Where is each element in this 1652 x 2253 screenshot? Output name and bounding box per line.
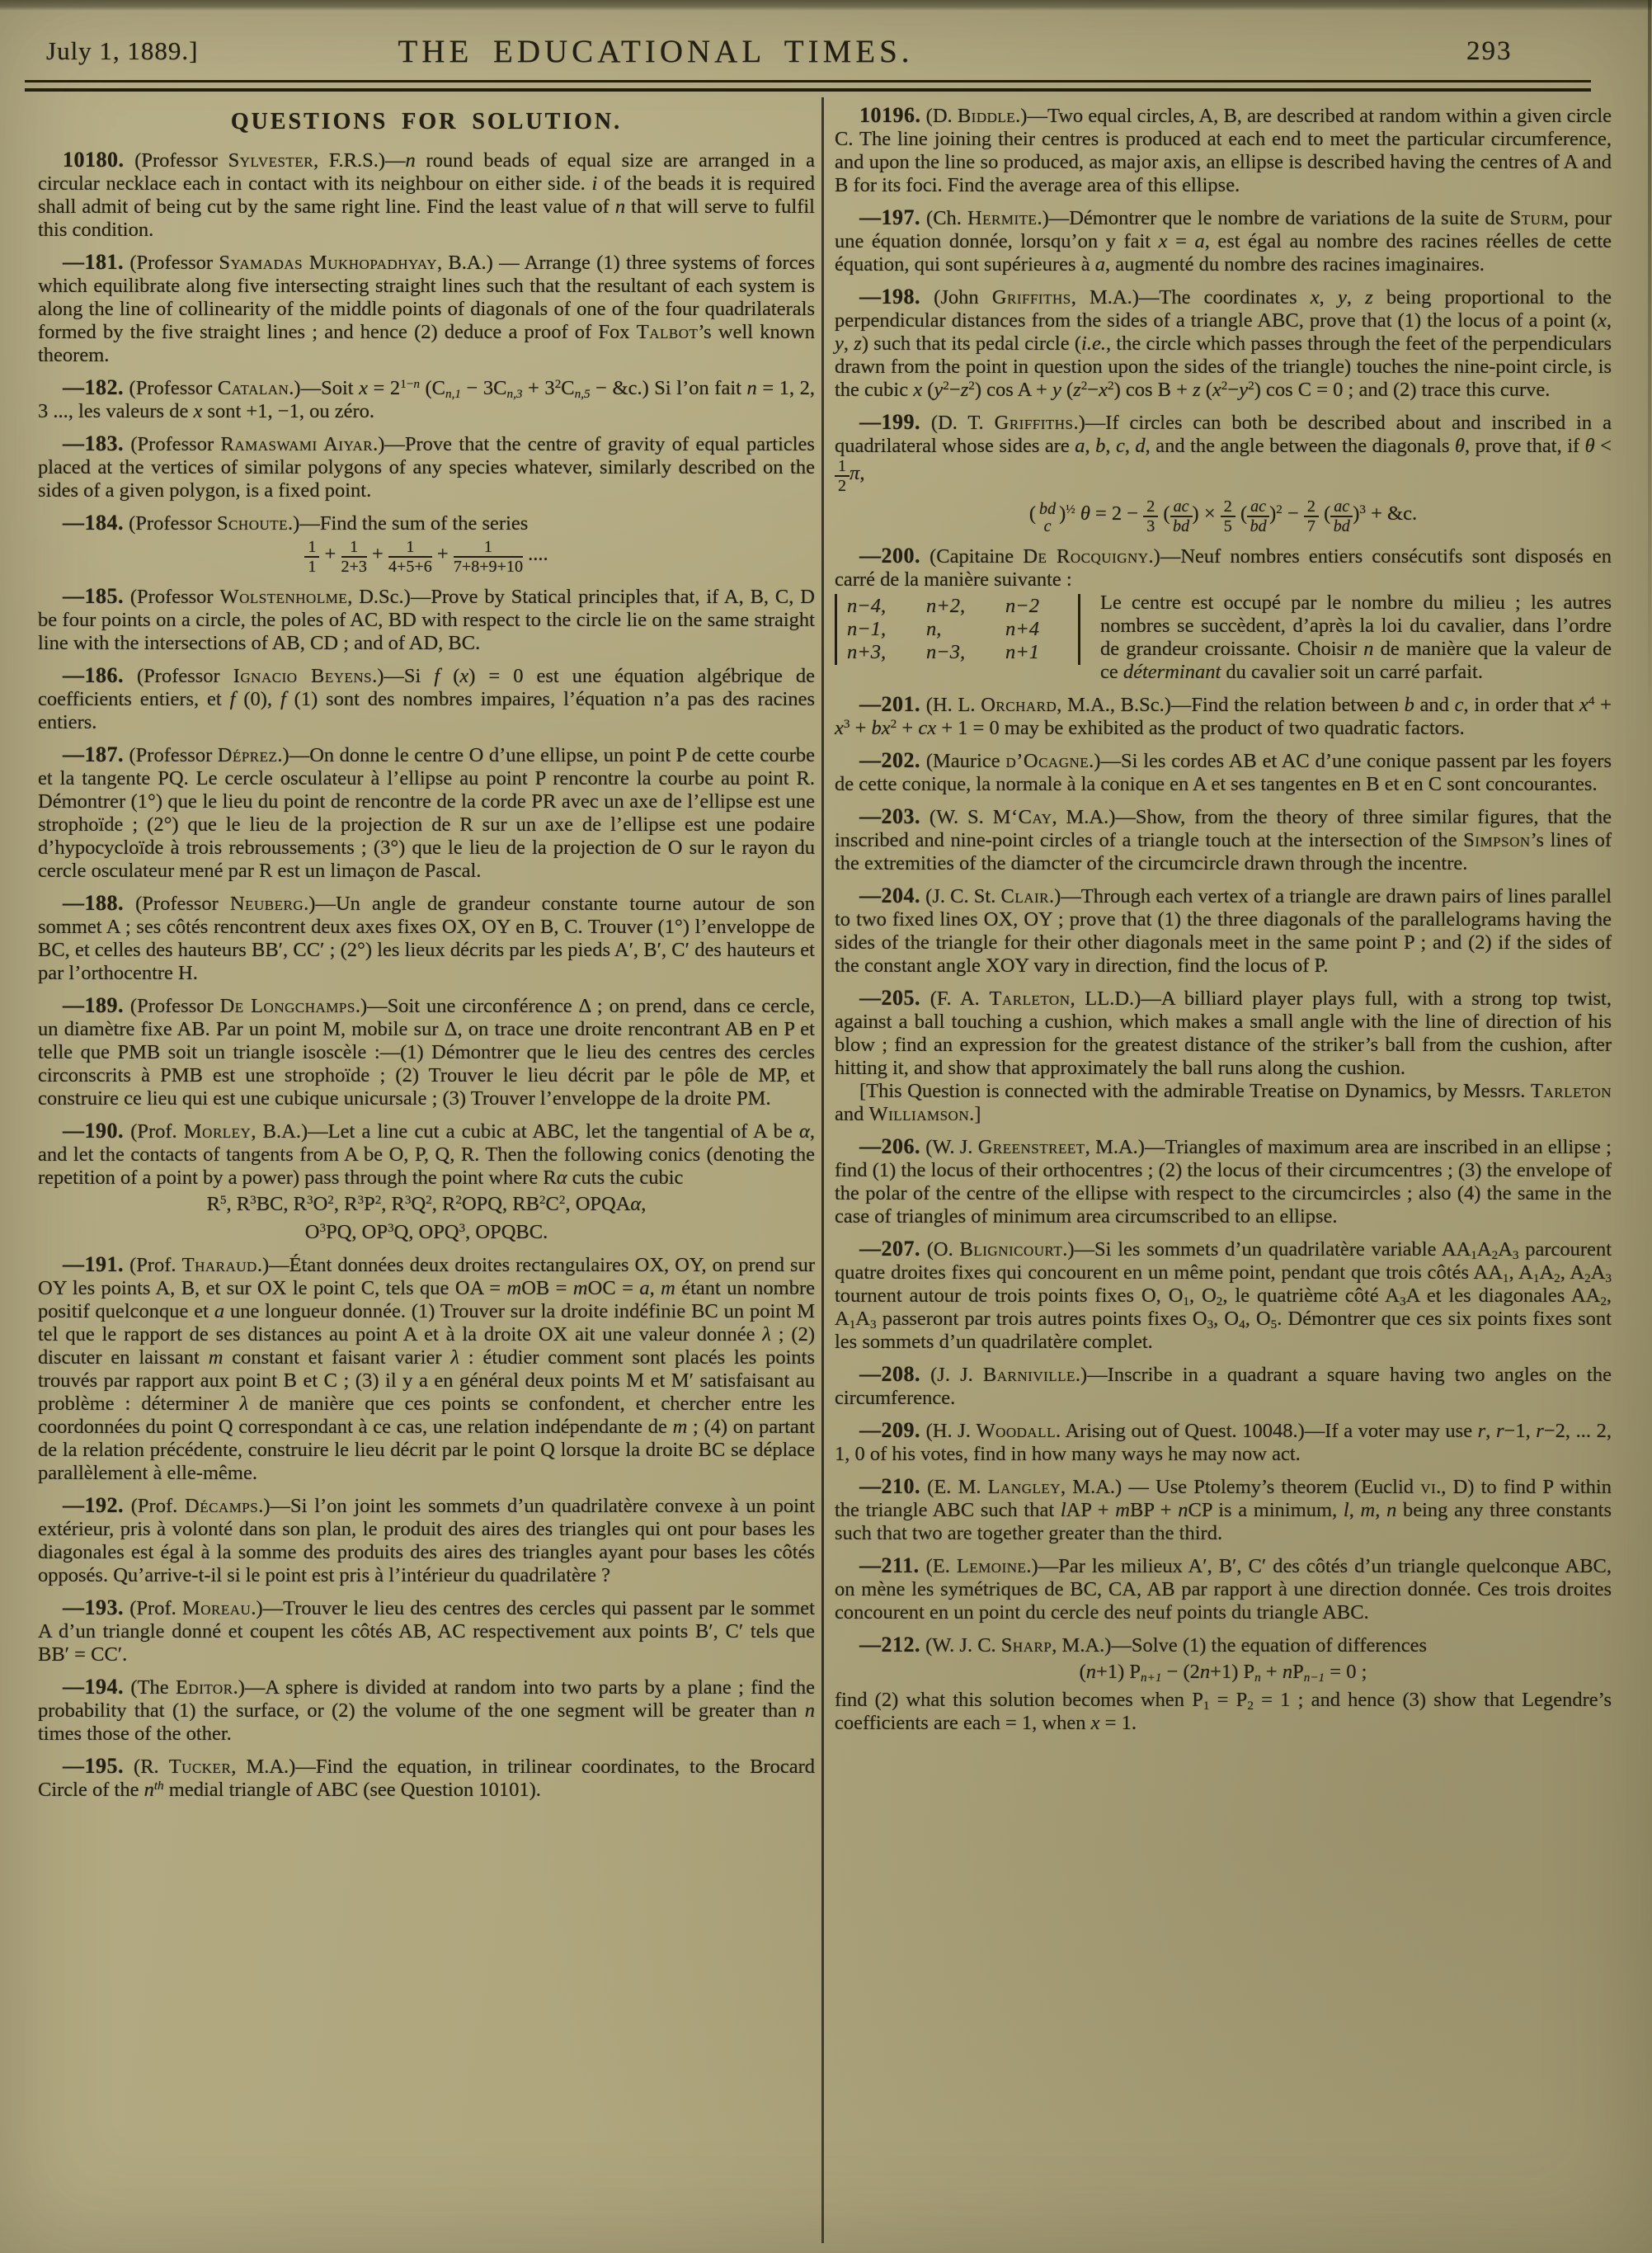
question-189 [38, 994, 815, 1110]
right-column [835, 104, 1612, 1744]
question-206 [835, 1135, 1612, 1228]
question-paragraph: find (2) what this solution becomes when P1 = P2 = 1 ; and hence (3) show that Legendre’s coefficients are each = 1, when x = 1. [835, 1688, 1612, 1734]
question-208 [835, 1363, 1612, 1410]
left-column [38, 104, 815, 1811]
question-paragraph: —194. (The Editor.)—A sphere is divided at random into two parts by a plane ; find the probability that (1) the surface, or (2) the volume of the one segment will be greater than n times those of the other. [38, 1674, 815, 1745]
column-divider-rule [821, 97, 824, 2243]
question-191 [38, 1253, 815, 1485]
fraction: $\frac{2}{5}$ [1221, 498, 1235, 535]
fraction: $\frac{1}{4+5+6}$ [388, 538, 432, 577]
fraction: $\frac{1}{2}$ [835, 458, 850, 495]
question-186 [38, 664, 815, 734]
fraction: bd c [1039, 499, 1057, 536]
fraction: $\frac{1}{1}$ [304, 539, 319, 576]
question-paragraph: —204. (J. C. St. Clair.)—Through each vertex of a triangle are drawn pairs of lines parallel to two fixed lines OX, OY ; prove that (1) the three diagonals of the parallelograms having the sides of the triangle for their other diagonals meet in the same point P ; and (2) if the sides of the constant angle XOY vary in direction, find the locus of P. [835, 883, 1612, 977]
fraction: $\frac{ac}{bd}$ [1247, 498, 1269, 535]
fraction: $\frac{1}{7+8+9+10}$ [453, 538, 523, 577]
question-paragraph: —201. (H. L. Orchard, M.A., B.Sc.)—Find the relation between b and c, in order that $x^4 + x^3 + bx^2$ + cx + 1 = 0 may be exhibited as the product of two quadratic factors. [835, 691, 1612, 739]
question-paragraph: —205. (F. A. Tarleton, LL.D.)—A billiard player plays full, with a strong top twist, against a ball touching a cushion, which makes a small angle with the line of direction of his blow ; find an expression for the greatest distance of the striker’s ball from the cushion, after hitting it, and show that approximately the ball runs along the cushion. [835, 985, 1612, 1079]
question-188 [38, 892, 815, 985]
page-number: 293 [1466, 36, 1513, 66]
question-paragraph: —190. (Prof. Morley, B.A.)—Let a line cut a cubic at ABC, let the tangential of A be α, and let the contacts of tangents from A be O, P, Q, R. Then the following conics (denoting the repetition of a point by a power) pass through the point where Rα cuts the cubic [38, 1118, 815, 1189]
question-205 [835, 987, 1612, 1126]
question-paragraph: —192. (Prof. Décamps.)—Si l’on joint les sommets d’un quadrilatère convexe à un point extérieur, pris à volonté dans son plan, le produit des aires des triangles qui ont pour bases les diagonales est égal à la somme des produits des aires des triangles ayant pour bases les côtés opposés. Qu’arrive-t-il si le point est pris à l’intérieur du quadrilatère ? [38, 1492, 815, 1586]
question-paragraph: —199. (D. T. Griffiths.)—If circles can both be described about and inscribed in a quadrilateral whose sides are a, b, c, d, and the angle between the diagonals θ, prove that, if θ < $\frac{1}{2}$ π, [835, 410, 1612, 496]
formula-line: ( bd c )$^{\frac{1}{2}}$ θ = 2 − $\frac{2}{3}$ ( $\frac{ac}{bd}$ ) × $\frac{2}{5}$ ( $\frac{ac}{bd}$ )$^2$ − $\frac{2}{7}$ ( $\frac{ac}{bd}$ )$^3$ + &c. [1028, 497, 1418, 536]
question-paragraph: 10196. (D. Biddle.)—Two equal circles, A, B, are described at random within a given circle C. The line joining their centres is produced at each end to meet the particular circumference, and upon the line so produced, as major axis, an ellipse is described having the centres of A and B for its foci. Find the average area of this ellipse. [835, 103, 1612, 196]
question-184 [38, 511, 815, 576]
question-paragraph: —189. (Professor De Longchamps.)—Soit une circonférence Δ ; on prend, dans ce cercle, un diamètre fixe AB. Par un point M, mobile sur Δ, on trace une droite rencontrant AB en P et telle que PMB soit un triangle isoscèle :—(1) Démontrer que le lieu des centres des cercles circonscrits à PMB est une strophoïde ; (2) Trouver le lieu décrit par le pôle de MP, et construire ce lieu qui est une cubique unicursale ; (3) Trouver l’enveloppe de la droite PM. [38, 992, 815, 1110]
question-192 [38, 1494, 815, 1587]
formula-line: $R^5$, $R^3BC$, $R^3O^2$, $R^3P^2$, $R^3Q^2$, $R^2OPQ$, $RB^2C^2$, OPQAα, [206, 1192, 647, 1215]
question-paragraph: —212. (W. J. C. Sharp, M.A.)—Solve (1) the equation of differences [859, 1632, 1427, 1657]
question-paragraph: [This Question is connected with the admirable Treatise on Dynamics, by Messrs. Tarleton and Williamson.] [835, 1079, 1612, 1125]
question-200 [835, 544, 1612, 684]
question-paragraph: —203. (W. S. M‘Cay, M.A.)—Show, from the theory of three similar figures, that the inscribed and nine-point circles of a triangle touch at the intersection of the Simpson’s lines of the extremities of the diamcter of the circumcircle drawn through the incentre. [835, 804, 1612, 874]
question-202 [835, 749, 1612, 796]
question-10196 [835, 104, 1612, 197]
question-paragraph: —182. (Professor Catalan.)—Soit $x = 2^{1-n}$ ($Cn,1 - 3Cn,3 + 3^2Cn,5$ − &c.) Si l’on fait n = 1, 2, 3 ..., les valeurs de x sont +1, −1, ou zéro. [38, 375, 815, 422]
question-203 [835, 805, 1612, 875]
question-207 [835, 1237, 1612, 1354]
question-211 [835, 1554, 1612, 1624]
question-paragraph: —188. (Professor Neuberg.)—Un angle de grandeur constante tourne autour de son sommet A ; ses côtés rencontrent deux axes fixes OX, OY en B, C. Trouver (1°) l’enveloppe de BC, et celles des hauteurs BB′, CC′ ; (2°) les lieux décrits par les pieds A′, B′, C′ des hauteurs et par l’orthocentre H. [38, 890, 815, 984]
issue-date: July 1, 1889.] [46, 36, 199, 65]
question-paragraph: —206. (W. J. Greenstreet, M.A.)—Triangles of maximum area are inscribed in an ellipse ; find (1) the locus of their orthocentres ; (2) the locus of their circumcentres ; (3) the envelope of the polar of the centre of the ellipse with respect to the circumcircles ; also (4) the same in the case of triangles of minimum area circumscribed to an ellipse. [835, 1134, 1612, 1228]
masthead-title: THE EDUCATIONAL TIMES. [398, 34, 914, 69]
question-paragraph: —186. (Professor Ignacio Beyens.)—Si f (x) = 0 est une équation algébrique de coefficients entiers, et f (0), f (1) sont des nombres impaires, l’équation n’a pas des racines entiers. [38, 662, 815, 733]
question-paragraph: —193. (Prof. Moreau.)—Trouver le lieu des centres des cercles qui passent par le sommet A d’un triangle donné et coupent les côtés AB, AC respectivement aux points B′, C′ tels que BB′ = CC′. [38, 1595, 815, 1666]
question-paragraph: —185. (Professor Wolstenholme, D.Sc.)—Prove by Statical principles that, if A, B, C, D be four points on a circle, the poles of AC, BD with respect to the circle lie on the same straight line with the intersections of AB, CD ; and of AD, BC. [38, 583, 815, 654]
question-paragraph: —181. (Professor Syamadas Mukhopadhyay, B.A.) — Arrange (1) three systems of forces which equilibrate along five intersecting straight lines such that the resultant of each system is along the line of collinearity of the middle points of diagonals of one of the four quadrilaterals formed by the five straight lines ; and hence (2) deduce a proof of Fox Talbot’s well known theorem. [38, 250, 815, 366]
question-197 [835, 206, 1612, 276]
question-199 [835, 411, 1612, 535]
question-paragraph: 10180. (Professor Sylvester, F.R.S.)—n round beads of equal size are arranged in a circular necklace each in contact with its neighbour on either side. i of the beads it is required shall admit of being cut by the same right line. Find the least value of n that will serve to fulfil this condition. [38, 148, 815, 241]
question-212 [835, 1633, 1612, 1735]
question-paragraph: —191. (Prof. Tharaud.)—Étant données deux droites rectangulaires OX, OY, on prend sur OY les points A, B, et sur OX le point C, tels que OA = mOB = mOC = a, m étant un nombre positif quelconque et a une longueur donnée. (1) Trouver sur la droite indéfinie BC un point M tel que le rapport de ses distances au point A et à la droite OX ait une valeur donnée λ ; (2) discuter en laissant m constant et faisant varier λ : étudier comment sont placés les points trouvés par rapport aux point B et C ; (3) il y a en général deux points M et M′ satisfaisant au problème : déterminer λ de manière que ces points se confondent, et chercher entre les coordonnées du point Q correspondant à ce cas, une relation indépendante de m ; (4) on partant de la relation précédente, construire le lieu décrit par le point Q lorsque la droite BC se déplace parallèlement à elle-même. [38, 1251, 816, 1484]
question-10180 [38, 148, 815, 242]
question-paragraph: —200. (Capitaine De Rocquigny.)—Neuf nombres entiers consécutifs sont disposés en carré de la manière suivante : [835, 543, 1612, 591]
question-183 [38, 432, 815, 502]
question-paragraph: —209. (H. J. Woodall. Arising out of Quest. 10048.)—If a voter may use r, r−1, r−2, ... 2, 1, 0 of his votes, find in how many ways he may now act. [835, 1417, 1612, 1465]
question-182 [38, 376, 815, 423]
question-210 [835, 1475, 1612, 1545]
fraction: $\frac{ac}{bd}$ [1330, 498, 1353, 535]
question-187 [38, 743, 815, 883]
fraction: $\frac{2}{3}$ [1143, 498, 1158, 535]
question-paragraph: —210. (E. M. Langley, M.A.) — Use Ptolemy’s theorem (Euclid vi., D) to find P within the triangle ABC such that lAP + mBP + nCP is a minimum, l, m, n being any three constants such that two are together greater than the third. [835, 1473, 1612, 1544]
question-194 [38, 1676, 815, 1746]
determinant-array: n−4, n+2, n−2 n−1, n, n+4 n+3, n−3, n+1 [835, 594, 1080, 665]
question-198 [835, 285, 1612, 402]
formula-line: $\frac{1}{1}$ + $\frac{1}{2+3}$ + $\frac{1}{4+5+6}$ + $\frac{1}{7+8+9+10}$ .... [38, 539, 815, 576]
question-193 [38, 1596, 815, 1666]
question-paragraph: —211. (E. Lemoine.)—Par les milieux A′, B′, C′ des côtés d’un triangle quelconque ABC, on mène les symétriques de BC, CA, AB par rapport à une direction donnée. Ces trois droites concourent en un point du cercle des neuf points du triangle ABC. [835, 1553, 1612, 1624]
fraction: $\frac{1}{2+3}$ [341, 538, 367, 577]
formula-line: (n+1) Pn+1 − (2n+1) Pn + nPn−1 = 0 ; [1079, 1660, 1367, 1685]
question-paragraph: —197. (Ch. Hermite.)—Démontrer que le nombre de variations de la suite de Sturm, pour une équation donnée, lorsqu’on y fait x = a, est égal au nombre des racines réelles de cette équation, qui sont supérieures à a, augmenté du nombre des racines imaginaires. [835, 205, 1612, 276]
right-column-questions [835, 104, 1612, 1735]
fraction: $\frac{ac}{bd}$ [1170, 498, 1193, 535]
scan-edge-top [0, 0, 1652, 11]
formula-line: $O^3PQ$, $OP^3Q$, OPQ$^3$, OPQBC. [304, 1220, 548, 1243]
question-201 [835, 693, 1612, 740]
question-paragraph: —198. (John Griffiths, M.A.)—The coordinates x, y, z being proportional to the perpendicular distances from the sides of a triangle ABC, prove that (1) the locus of a point (x, y, z) such that its pedal circle (i.e., the circle which passes through the feet of the perpendiculars drawn from the point in question upon the sides of the triangle) touches the nine-point circle, is the cubic x $(y^2-z^2)$ cos A + y $(z^2-x^2)$ cos B + z $(x^2-y^2)$ cos C = 0 ; and (2) trace this curve. [835, 285, 1612, 401]
question-paragraph: —183. (Professor Ramaswami Aiyar.)—Prove that the centre of gravity of equal particles placed at the vertices of similar polygons of any species whatever, similarly described on the sides of a given polygon, is a fixed point. [38, 431, 815, 502]
question-204 [835, 884, 1612, 978]
left-column-questions [38, 148, 815, 1802]
question-paragraph: n−4, n+2, n−2 n−1, n, n+4 n+3, n−3, n+1 Le centre est occupé par le nombre du milieu ; les autres nombres se succèdent, d’après la loi du cavalier, dans l’ordre de grandeur croissante. Choisir n de manière que la valeur de ce déterminant du cavalier soit un carré parfait. [835, 592, 1612, 684]
fraction: $\frac{2}{7}$ [1304, 498, 1319, 535]
question-paragraph: —184. (Professor Schoute.)—Find the sum of the series [63, 511, 529, 535]
question-paragraph: —207. (O. Blignicourt.)—Si les sommets d’un quadrilatère variable AA1A2A3 parcourent quatre droites fixes qui concourent en un même point, pendant que trois côtés AA1, A1A2, A2A3 tournent autour de trois points fixes O, O1, O2, le quatrième côté A3A et les diagonales AA2, A1A3 passeront par trois autres points fixes O3, O4, O5. Démontrer que ces six points fixes sont les sommets d’un quadrilatère complet. [835, 1236, 1612, 1353]
question-paragraph: —187. (Professor Déprez.)—On donne le centre O d’une ellipse, un point P de cette courbe et la tangente PQ. Le cercle osculateur à l’ellipse au point P rencontre la courbe au point R. Démontrer (1°) que le lieu du point de rencontre de la corde PR avec un axe de l’ellipse est une strophoïde ; (2°) que le lieu de la projection de R sur un axe de l’ellipse est une podaire d’hypocycloïde à trois rebroussements ; (3°) que le lieu de la projection de O sur le rayon du cercle osculateur mené par R est un limaçon de Pascal. [38, 742, 815, 882]
section-heading: QUESTIONS FOR SOLUTION. [230, 109, 623, 134]
question-paragraph: —195. (R. Tucker, M.A.)—Find the equation, in trilinear coordinates, to the Brocard Circle of the $n^{th}$ medial triangle of ABC (see Question 10101). [38, 1753, 816, 1801]
scan-edge-right [1648, 0, 1651, 742]
question-195 [38, 1755, 815, 1802]
question-185 [38, 585, 815, 655]
question-209 [835, 1419, 1612, 1466]
question-190 [38, 1119, 815, 1244]
question-paragraph: —202. (Maurice d’Ocagne.)—Si les cordes AB et AC d’une conique passent par les foyers de cette conique, la normale à la conique en A et ses tangentes en B et en C sont concourantes. [835, 747, 1612, 795]
question-181 [38, 251, 815, 367]
header-rule-top [25, 80, 1591, 82]
header-rule-bottom [25, 88, 1591, 92]
question-paragraph: —208. (J. J. Barniville.)—Inscribe in a quadrant a square having two angles on the circumference. [835, 1361, 1612, 1409]
